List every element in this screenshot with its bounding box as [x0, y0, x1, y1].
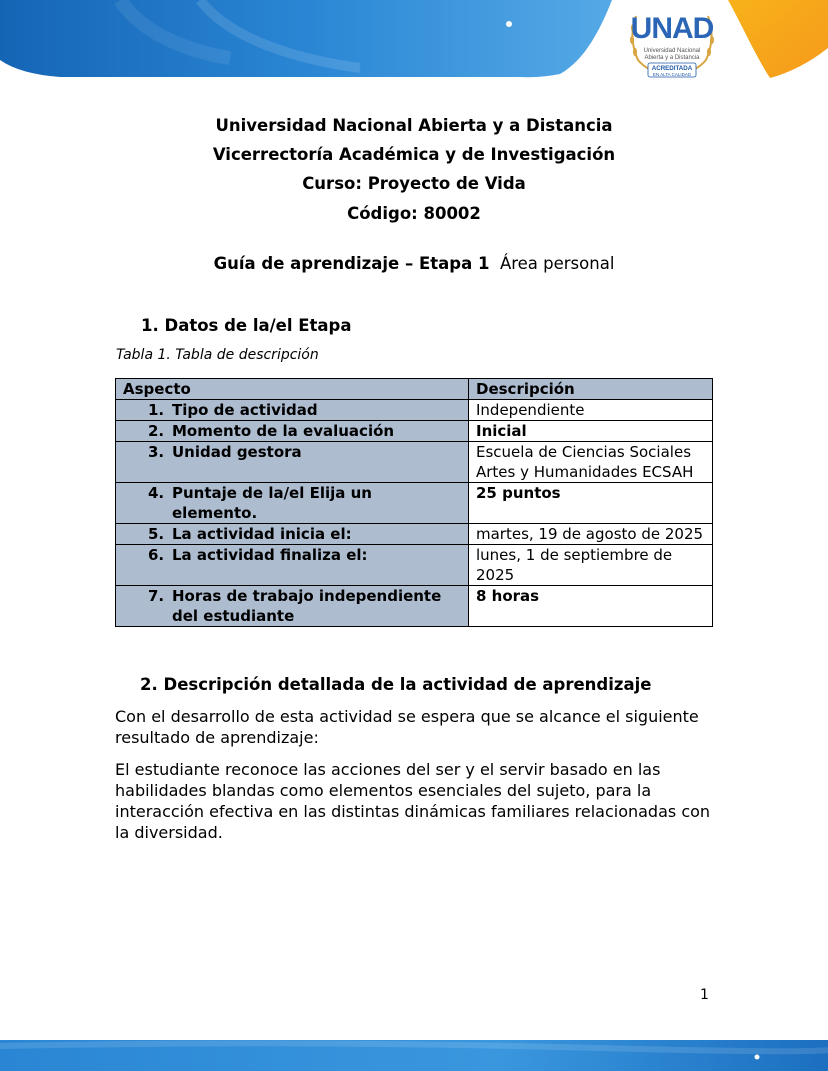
- aspect-cell: 5. La actividad inicia el:: [116, 524, 469, 545]
- aspect-cell: 3. Unidad gestora: [116, 442, 469, 483]
- value-cell: Inicial: [469, 421, 713, 442]
- table-row: [116, 442, 713, 483]
- table-row: [116, 545, 713, 586]
- page-number: 1: [700, 987, 709, 1003]
- table-row: [116, 421, 713, 442]
- table-header-row: [116, 379, 713, 400]
- value-cell: 8 horas: [469, 586, 713, 627]
- value-cell: Independiente: [469, 400, 713, 421]
- logo-wordmark: UNAD: [630, 12, 714, 45]
- learning-outcome-paragraph: El estudiante reconoce las acciones del ser y el servir basado en las habilidades blandas como elementos esenciales del sujeto, para la interacción efectiva en las distintas dinámicas familiares relacionadas con la diversidad.: [115, 760, 711, 842]
- column-description: Descripción: [469, 379, 713, 400]
- guide-title: [0, 254, 828, 273]
- guide-title-area: Área personal: [499, 254, 615, 273]
- table-row: [116, 524, 713, 545]
- aspect-cell: 7. Horas de trabajo independiente del estudiante: [116, 586, 469, 627]
- vice-rectory-title: Vicerrectoría Académica y de Investigación: [212, 145, 616, 164]
- table-caption: Tabla 1. Tabla de descripción: [116, 347, 319, 363]
- logo-subtitle: Universidad Nacional Abierta y a Distancia: [643, 48, 701, 61]
- aspect-cell: 2. Momento de la evaluación: [116, 421, 469, 442]
- aspect-cell: 6. La actividad finaliza el:: [116, 545, 469, 586]
- aspect-cell: 4. Puntaje de la/el Elija un elemento.: [116, 483, 469, 524]
- table-row: [116, 483, 713, 524]
- logo-badge-line1: ACREDITADA: [651, 65, 693, 72]
- table-row: [116, 400, 713, 421]
- logo-badge-line2: EN ALTA CALIDAD: [652, 72, 692, 77]
- university-title: Universidad Nacional Abierta y a Distancia: [215, 116, 613, 135]
- section2-heading: 2. Descripción detallada de la actividad de aprendizaje: [140, 675, 652, 694]
- value-cell: lunes, 1 de septiembre de 2025: [469, 545, 713, 586]
- intro-paragraph: Con el desarrollo de esta actividad se espera que se alcance el siguiente resultado de aprendizaje:: [115, 707, 699, 747]
- table-row: [116, 586, 713, 627]
- unad-logo: [626, 8, 718, 78]
- value-cell: martes, 19 de agosto de 2025: [469, 524, 713, 545]
- guide-title-bold: Guía de aprendizaje – Etapa 1: [213, 254, 490, 273]
- section1-heading: 1. Datos de la/el Etapa: [141, 316, 352, 335]
- course-title: Curso: Proyecto de Vida: [302, 174, 526, 193]
- value-cell: Escuela de Ciencias Sociales Artes y Humanidades ECSAH: [469, 442, 713, 483]
- footer-band: [0, 1040, 828, 1071]
- aspect-cell: 1. Tipo de actividad: [116, 400, 469, 421]
- value-cell: 25 puntos: [469, 483, 713, 524]
- column-aspect: Aspecto: [116, 379, 469, 400]
- course-code: Código: 80002: [347, 204, 481, 223]
- description-table: [115, 378, 713, 627]
